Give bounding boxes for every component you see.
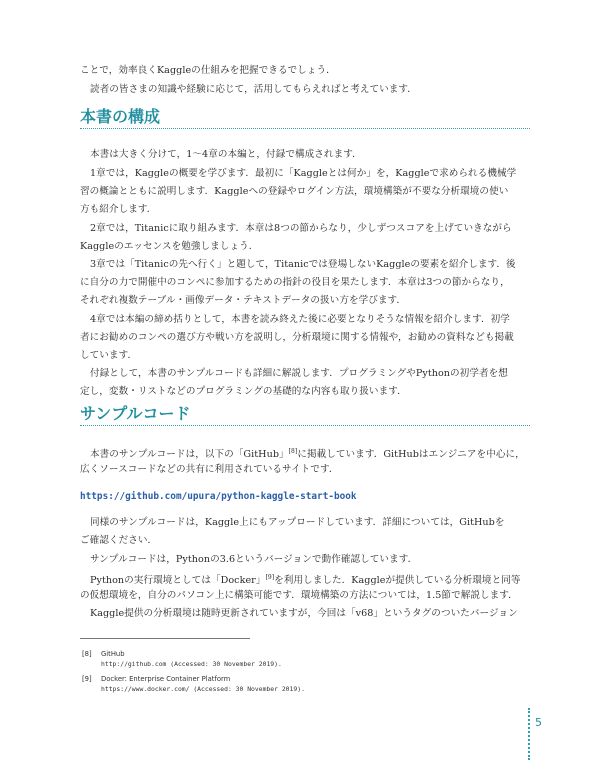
sample-line-8: Kaggle提供の分析環境は随時更新されていますが，今回は「v68」というタグのついたバージョン	[90, 608, 518, 619]
footnote-rule	[80, 638, 250, 639]
structure-line-2: 1章では，Kaggleの概要を学びます．最初に「Kaggleとは何か」を，Kaggleで求められる機械学	[90, 168, 517, 179]
structure-line-1: 本書は大きく分けて，1〜4章の本編と，付録で構成されます．	[90, 149, 362, 160]
structure-line-3: 習の概論とともに説明します．Kaggleへの登録やログイン方法，環境構築が不要な分析環境の使い	[80, 186, 509, 197]
structure-line-4: 方も紹介します．	[80, 204, 157, 215]
sample-line-6: Pythonの実行環境としては「Docker」[9]を利用しました．Kaggleが提供している分析環境と同等	[90, 574, 521, 586]
footnote-title: Docker: Enterprise Container Platform	[101, 675, 231, 683]
footnote-number: [9]	[82, 675, 92, 683]
structure-line-9: それぞれ複数テーブル・画像データ・テキストデータの扱い方を学びます．	[80, 295, 407, 306]
intro-line-1: ことで，効率良くKaggleの仕組みを把握できるでしょう．	[80, 65, 336, 76]
intro-line-2: 読者の皆さまの知識や経験に応じて，活用してもらえればと考えています．	[90, 84, 417, 95]
section-underline	[80, 425, 530, 426]
page-edge-marker	[528, 708, 530, 760]
structure-line-12: しています．	[80, 350, 138, 361]
sample-line-3: 同様のサンプルコードは，Kaggle上にもアップロードしています．詳細については，GitHubを	[90, 517, 505, 528]
sample-line-7: の仮想環境を，自分のパソコン上に構築可能です．環境構築の方法については，1.5節で解説します．	[80, 590, 518, 601]
structure-line-6: Kaggleのエッセンスを勉強しましょう．	[80, 241, 259, 252]
footnote-ref-9: [9]	[265, 574, 275, 581]
sample-line-1: 本書のサンプルコードは，以下の「GitHub」[8]に掲載しています．GitHubはエンジニアを中心に，	[90, 448, 525, 460]
structure-line-5: 2章では，Titanicに取り組みます．本章は8つの節からなり，少しずつスコアを上げていきながら	[90, 223, 512, 234]
structure-line-8: に自分の力で開催中のコンペに参加するための指針の役目を果たします．本章は3つの節からなり，	[80, 277, 510, 288]
footnote-url[interactable]: https://www.docker.com/ (Accessed: 30 November 2019).	[101, 685, 305, 693]
repo-url-link[interactable]: https://github.com/upura/python-kaggle-start-book	[80, 491, 357, 502]
sample-line-5: サンプルコードは，Pythonの3.6というバージョンで動作確認しています．	[90, 554, 418, 565]
structure-line-11: 者にお勧めのコンペの選び方や戦い方を説明し，分析環境に関する情報や，お勧めの資料なども掲載	[80, 332, 514, 343]
section-heading-structure: 本書の構成	[80, 107, 161, 126]
structure-line-14: 定し，変数・リストなどのプログラミングの基礎的な内容も取り扱います．	[80, 386, 407, 397]
section-heading-sample-code: サンプルコード	[80, 404, 191, 423]
sample-line-4: ご確認ください．	[80, 535, 158, 546]
structure-line-10: 4章では本編の締め括りとして，本書を読み終えた後に必要となりそうな情報を紹介します．初学	[90, 314, 510, 325]
footnote-number: [8]	[82, 650, 92, 658]
page-number: 5	[535, 716, 542, 729]
sample-line-2: 広くソースコードなどの共有に利用されているサイトです．	[80, 464, 339, 475]
footnote-title: GitHub	[101, 650, 125, 658]
structure-line-7: 3章では「Titanicの先へ行く」と題して，Titanicでは登場しないKaggleの要素を紹介します．後	[90, 259, 516, 270]
footnote-ref-8: [8]	[288, 448, 298, 455]
structure-line-13: 付録として，本書のサンプルコードも詳細に解説します．プログラミングやPythonの初学者を想	[90, 368, 508, 379]
footnote-url[interactable]: http://github.com (Accessed: 30 November 2019).	[101, 660, 282, 668]
section-underline	[80, 128, 530, 129]
